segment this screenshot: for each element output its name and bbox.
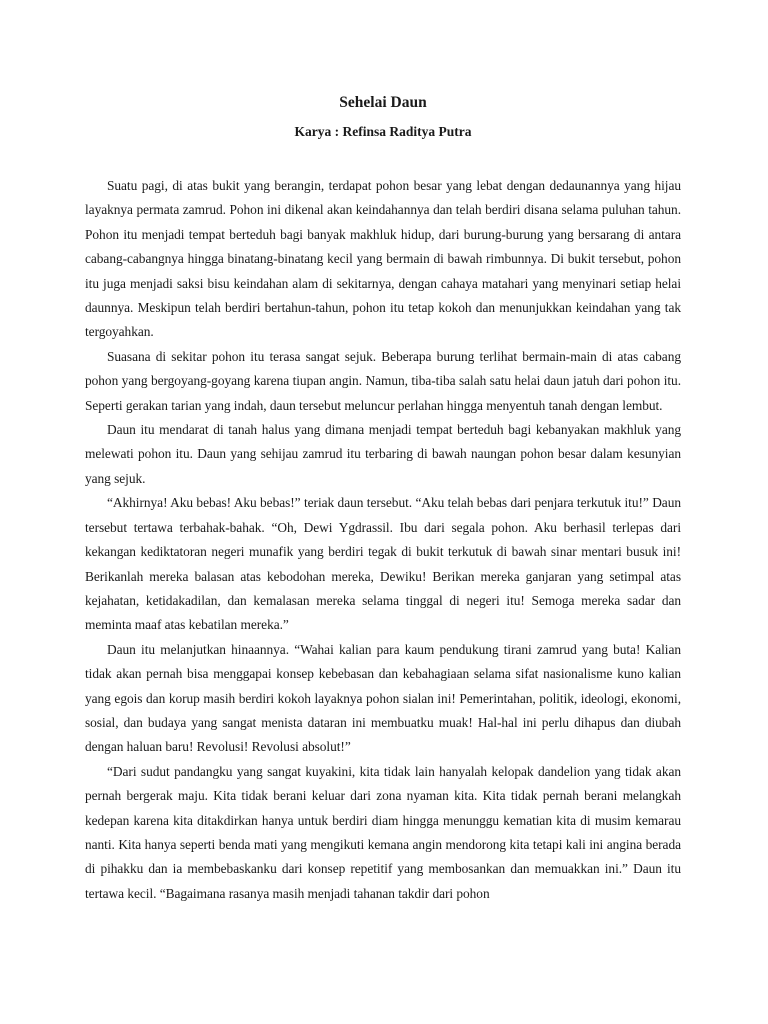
- paragraph: “Dari sudut pandangku yang sangat kuyakini, kita tidak lain hanyalah kelopak dandelion yang tidak akan pernah bergerak maju. Kita tidak berani keluar dari zona nyaman kita. Kita tidak pernah berani melangkah kedepan karena kita ditakdirkan hanya untuk berdiri diam hingga menunggu kematian kita di musim kemarau nanti. Kita hanya seperti benda mati yang mengikuti kemana angin mendorong kita tetapi kali ini angina berada di pihakku dan ia membebaskanku dari konsep repetitif yang membosankan dan memuakkan ini.” Daun itu tertawa kecil. “Bagaimana rasanya masih menjadi tahanan takdir dari pohon: [85, 763, 681, 901]
- document-byline: Karya : Refinsa Raditya Putra: [294, 124, 472, 139]
- document-page: [85, 92, 681, 906]
- document-title: Sehelai Daun: [339, 94, 427, 111]
- paragraph: Daun itu melanjutkan hinaannya. “Wahai kalian para kaum pendukung tirani zamrud yang buta! Kalian tidak akan pernah bisa menggapai konsep kebebasan dan kebahagiaan selama sifat nasionalisme kuno kalian yang egois dan korup masih berdiri kokoh layaknya pohon sialan ini! Pemerintahan, politik, ideologi, ekonomi, sosial, dan budaya yang sangat menista dataran ini membuatku muak! Hal-hal ini perlu dihapus dan diubah dengan haluan baru! Revolusi! Revolusi absolut!”: [85, 641, 681, 755]
- paragraph: Suatu pagi, di atas bukit yang berangin, terdapat pohon besar yang lebat dengan dedaunannya yang hijau layaknya permata zamrud. Pohon ini dikenal akan keindahannya dan telah berdiri disana selama puluhan tahun. Pohon itu menjadi tempat berteduh bagi banyak makhluk hidup, dari burung-burung yang bersarang di antara cabang-cabangnya hingga binatang-binatang kecil yang bermain di bawah rimbunnya. Di bukit tersebut, pohon itu juga menjadi saksi bisu keindahan alam di sekitarnya, dengan cahaya matahari yang menyinari setiap helai daunnya. Meskipun telah berdiri bertahun-tahun, pohon itu tetap kokoh dan menunjukkan keindahan yang tak tergoyahkan.: [85, 178, 681, 340]
- paragraph: “Akhirnya! Aku bebas! Aku bebas!” teriak daun tersebut. “Aku telah bebas dari penjara terkutuk itu!” Daun tersebut tertawa terbahak-bahak. “Oh, Dewi Ygdrassil. Ibu dari segala pohon. Aku berhasil terlepas dari kekangan kediktatoran negeri munafik yang berdiri tegak di bukit terkutuk di bawah sinar mentari busuk ini! Berikanlah mereka balasan atas kebodohan mereka, Dewiku! Berikan mereka ganjaran yang setimpal atas kejahatan, ketidakadilan, dan kemalasan mereka selama tinggal di negeri itu! Semoga mereka sadar dan meminta maaf atas kebatilan mereka.”: [85, 495, 681, 633]
- document-body: [85, 174, 681, 906]
- paragraph: Daun itu mendarat di tanah halus yang dimana menjadi tempat berteduh bagi kebanyakan makhluk yang melewati pohon itu. Daun yang sehijau zamrud itu terbaring di bawah naungan pohon besar dalam kesunyian yang sejuk.: [85, 422, 681, 486]
- paragraph: Suasana di sekitar pohon itu terasa sangat sejuk. Beberapa burung terlihat bermain-main di atas cabang pohon yang bergoyang-goyang karena tiupan angin. Namun, tiba-tiba salah satu helai daun jatuh dari pohon itu. Seperti gerakan tarian yang indah, daun tersebut meluncur perlahan hingga menyentuh tanah dengan lembut.: [85, 348, 681, 413]
